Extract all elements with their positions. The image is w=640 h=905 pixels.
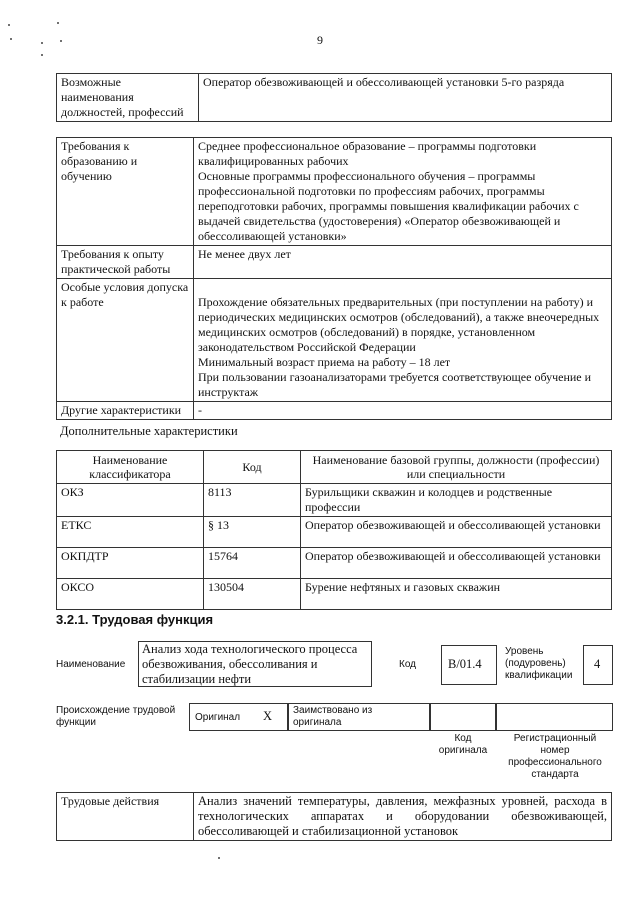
reg-number-caption: Регистрационный номер профессионального стандарта [508,733,602,780]
original-mark: X [263,709,273,723]
possible-titles-value: Оператор обезвоживающей и обессоливающей установки 5-го разряда [199,74,612,122]
classifier-name: ЕТКС [57,517,204,548]
classifier-code: 8113 [204,484,301,517]
labor-actions-table [56,792,612,841]
function-name-label: Наименование [56,659,126,670]
classifier-title: Оператор обезвоживающей и обессоливающей установки [301,517,612,548]
labor-actions-label: Трудовые действия [57,793,194,841]
origin-code-caption: Код оригинала [438,733,488,756]
possible-titles-label: Возможные наименования должностей, профессий [57,74,199,122]
origin-code-box [430,703,496,731]
table-row [57,793,612,841]
table-row [57,138,612,246]
experience-value: Не менее двух лет [194,246,612,279]
origin-label: Происхождение трудовой функции [56,705,176,728]
table-row [57,517,612,548]
classifier-title: Бурильщики скважин и колодцев и родственные профессии [301,484,612,517]
table-row [57,484,612,517]
function-name-value: Анализ хода технологического процесса обезвоживания, обессоливания и стабилизации нефти [142,642,358,686]
table-header-row [57,451,612,484]
classifier-name: ОКЗ [57,484,204,517]
borrowed-label: Заимствовано из оригинала [293,705,373,728]
qualification-level-label: Уровень (подуровень) квалификации [505,646,573,681]
education-value: Среднее профессиональное образование – программы подготовки квалифицированных рабочих Основные программы профессионального обучения – программы профессиональной подготовки по профессиям рабочих, программы переподготовки рабочих, программы повышения квалификации рабочих с выдачей свидетельства (удостоверения) «Оператор обезвоживающей и обессоливающей установки» [194,138,612,246]
classifier-code: 130504 [204,579,301,610]
qualification-level-value: 4 [594,657,601,671]
function-code-value: В/01.4 [448,657,482,671]
scan-speck [218,857,220,859]
table-row [57,279,612,402]
reg-number-box [496,703,613,731]
additional-characteristics-title: Дополнительные характеристики [60,424,238,438]
group-name-header: Наименование базовой группы, должности (профессии) или специальности [301,451,612,484]
classifier-code: 15764 [204,548,301,579]
classifier-name-header: Наименование классификатора [57,451,204,484]
original-label: Оригинал [195,712,241,723]
classifier-title: Оператор обезвоживающей и обессоливающей установки [301,548,612,579]
scan-speck [57,22,59,24]
classifiers-table [56,450,612,610]
requirements-table [56,137,612,420]
scan-speck [8,24,10,26]
labor-actions-value: Анализ значений температуры, давления, межфазных уровней, расхода в технологических аппаратах и оборудовании обезвоживающей, обессоливающей и стабилизационной установок [194,793,612,841]
page-number: 9 [317,33,323,47]
other-characteristics-value: - [194,402,612,420]
code-header: Код [204,451,301,484]
possible-titles-table [56,73,612,122]
labor-function-title: 3.2.1. Трудовая функция [56,612,214,627]
classifier-name: ОКПДТР [57,548,204,579]
special-conditions-value: Прохождение обязательных предварительных (при поступлении на работу) и периодических медицинских осмотров (обследований), а также внеочередных медицинских осмотров (обследований) в порядке, установленном законодательством Российской Федерации Минимальный возраст приема на работу – 18 лет При пользовании газоанализаторами требуется соответствующее обучение и инструктаж [194,279,612,402]
table-row [57,548,612,579]
other-characteristics-label: Другие характеристики [57,402,194,420]
table-row [57,402,612,420]
classifier-name: ОКСО [57,579,204,610]
classifier-title: Бурение нефтяных и газовых скважин [301,579,612,610]
special-conditions-label: Особые условия допуска к работе [57,279,194,402]
education-label: Требования к образованию и обучению [57,138,194,246]
table-row [57,246,612,279]
function-code-label: Код [399,659,417,670]
experience-label: Требования к опыту практической работы [57,246,194,279]
scan-speck [41,54,43,56]
classifier-code: § 13 [204,517,301,548]
table-row [57,579,612,610]
